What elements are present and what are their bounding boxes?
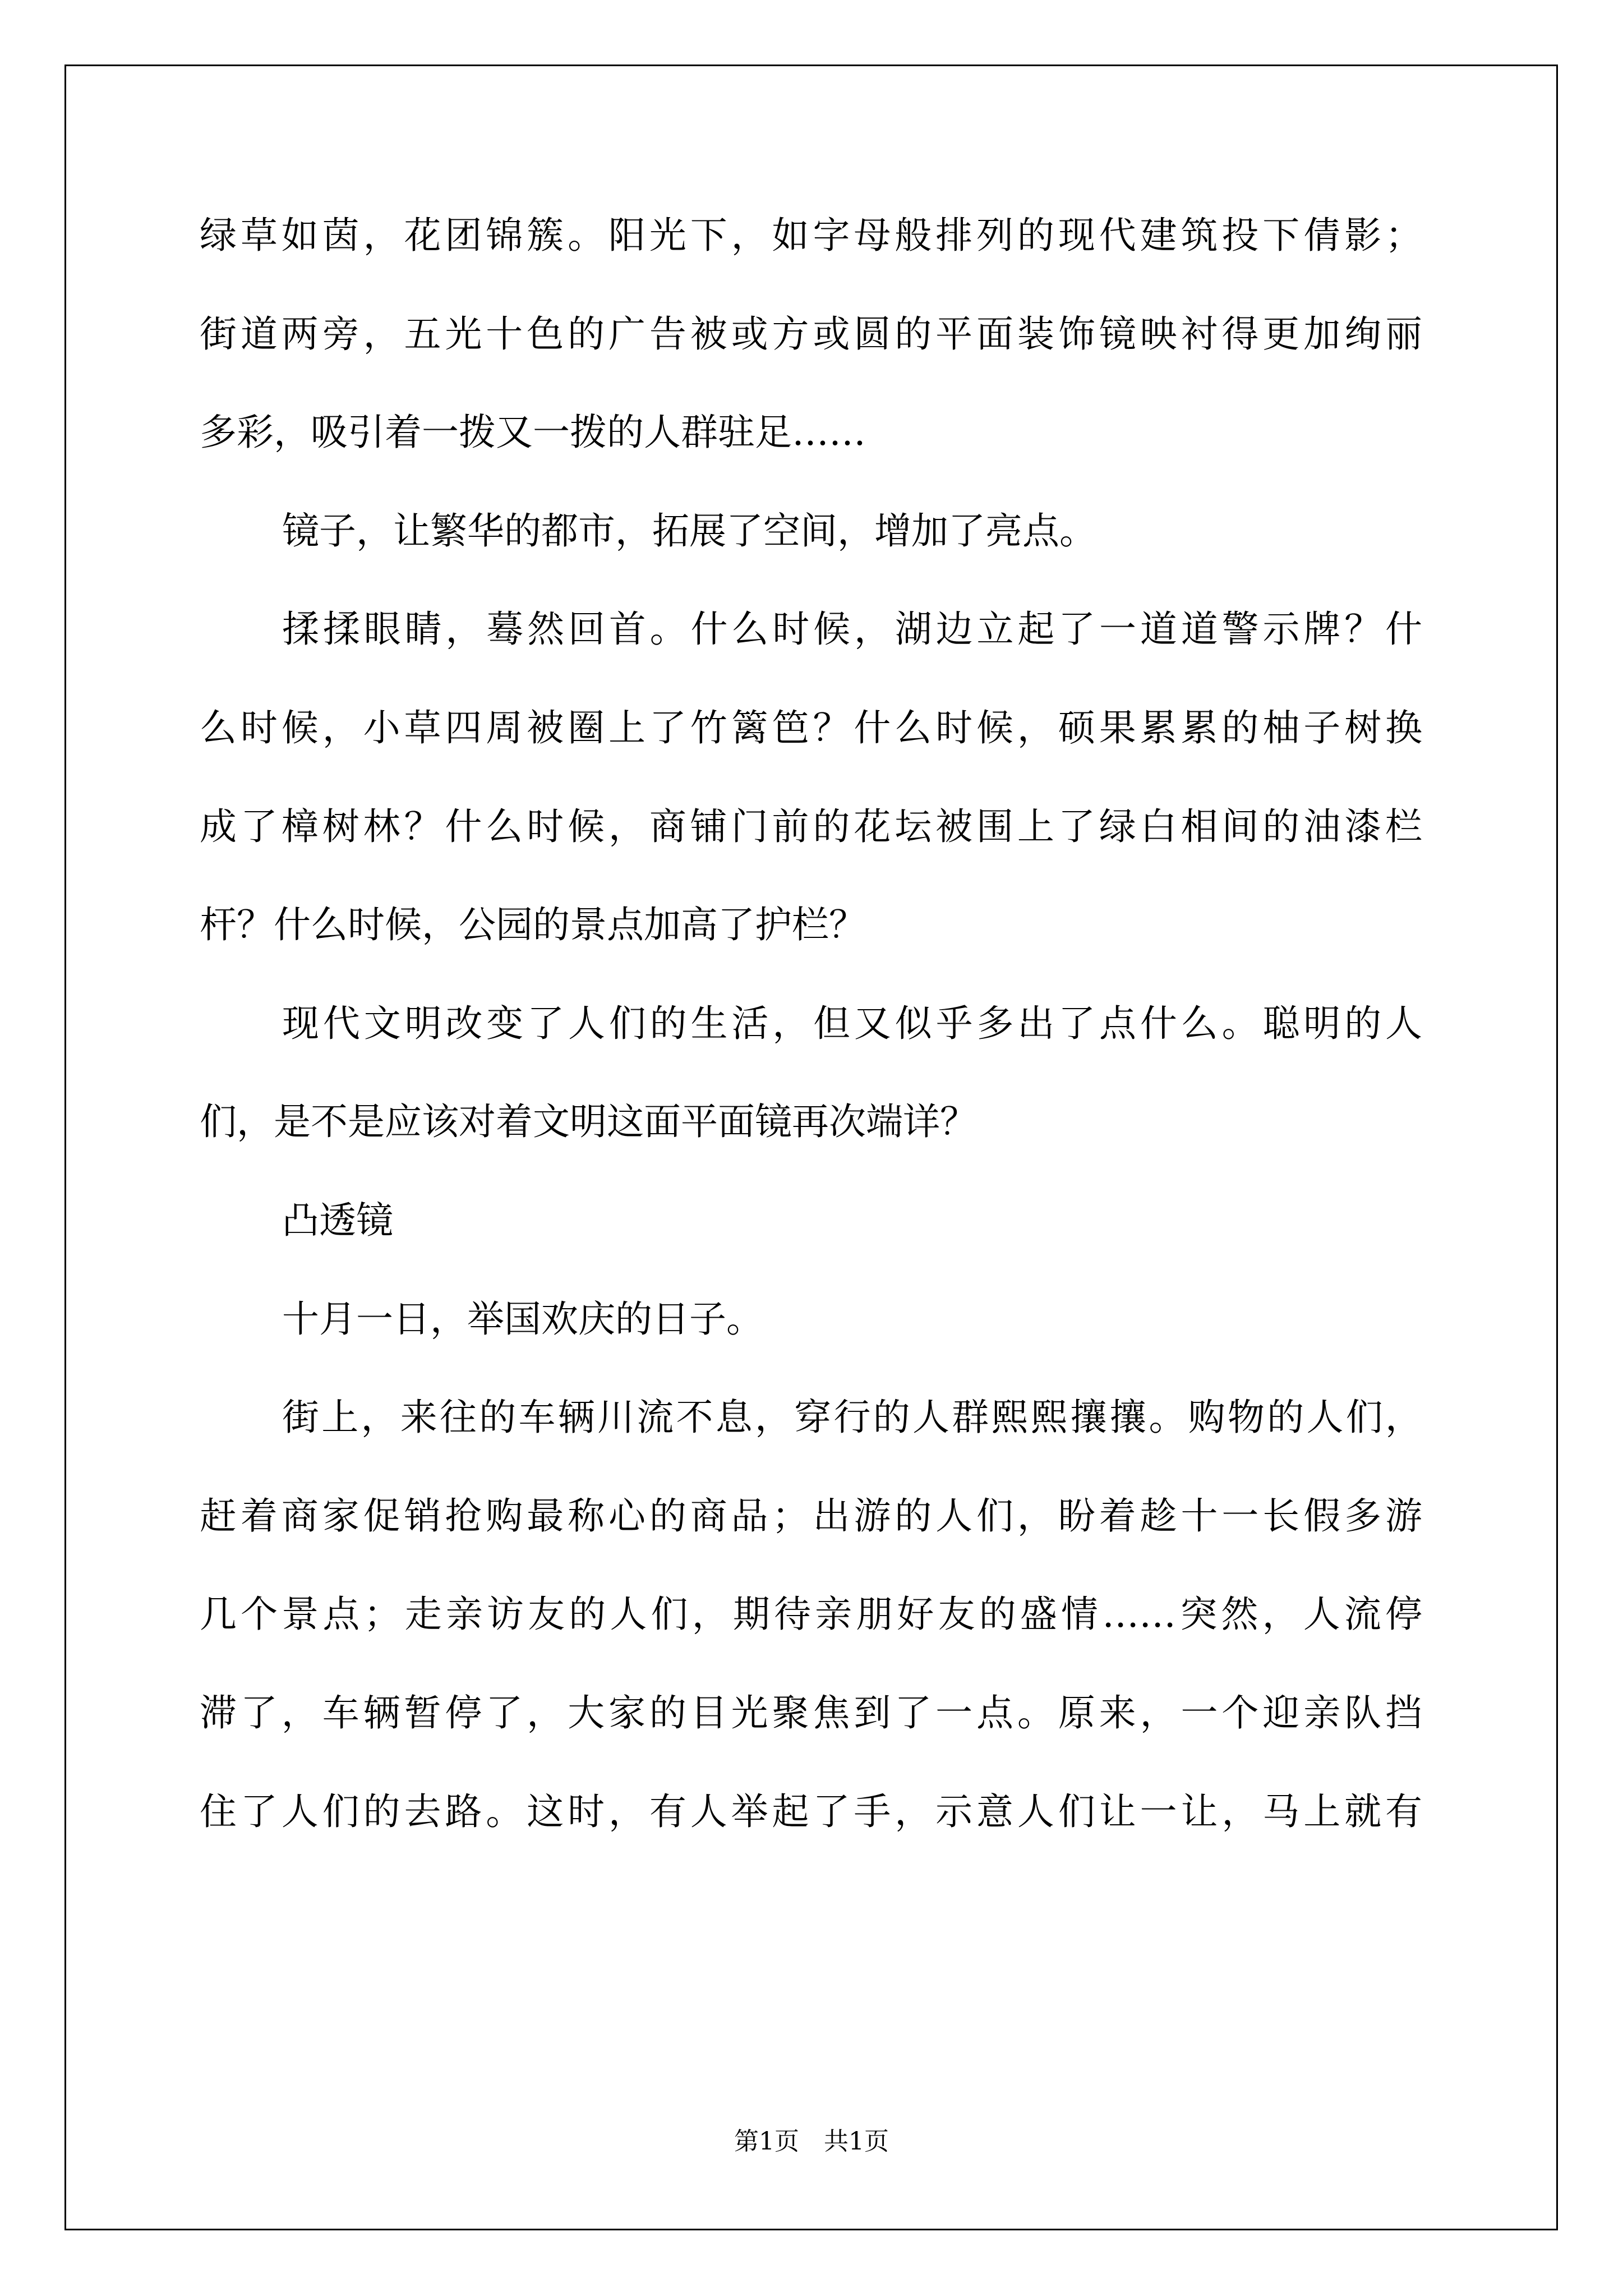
- text-line-3: 多彩，吸引着一拨又一拨的人群驻足……: [200, 411, 866, 454]
- text-line-5: 揉揉眼睛，蓦然回首。什么时候，湖边立起了一道道警示牌？什: [282, 608, 1422, 651]
- text-line-2: 街道两旁，五光十色的广告被或方或圆的平面装饰镜映衬得更加绚丽: [200, 312, 1422, 356]
- text-line-7: 成了樟树林？什么时候，商铺门前的花坛被围上了绿白相间的油漆栏: [200, 805, 1422, 848]
- text-line-10: 们，是不是应该对着文明这面平面镜再次端详？: [200, 1100, 977, 1143]
- text-line-1: 绿草如茵，花团锦簇。阳光下，如字母般排列的现代建筑投下倩影；: [200, 214, 1422, 257]
- text-line-6: 么时候，小草四周被圈上了竹篱笆？什么时候，硕果累累的柚子树换: [200, 706, 1422, 749]
- text-line-15: 几个景点；走亲访友的人们，期待亲朋好友的盛情……突然，人流停: [200, 1593, 1422, 1636]
- text-line-14: 赶着商家促销抢购最称心的商品；出游的人们，盼着趁十一长假多游: [200, 1494, 1422, 1538]
- text-line-13: 街上，来往的车辆川流不息，穿行的人群熙熙攘攘。购物的人们，: [282, 1396, 1422, 1439]
- text-line-9: 现代文明改变了人们的生活，但又似乎多出了点什么。聪明的人: [282, 1002, 1422, 1045]
- page-border: [64, 65, 1558, 2230]
- text-line-12: 十月一日，举国欢庆的日子。: [282, 1297, 763, 1341]
- text-line-16: 滞了，车辆暂停了，大家的目光聚焦到了一点。原来，一个迎亲队挡: [200, 1691, 1422, 1734]
- text-line-17: 住了人们的去路。这时，有人举起了手，示意人们让一让，马上就有: [200, 1790, 1422, 1833]
- section-heading: 凸透镜: [282, 1199, 393, 1242]
- text-line-8: 杆？什么时候，公园的景点加高了护栏？: [200, 903, 866, 946]
- page-footer: 第1页 共1页: [734, 2127, 889, 2156]
- text-line-4: 镜子，让繁华的都市，拓展了空间，增加了亮点。: [282, 509, 1096, 553]
